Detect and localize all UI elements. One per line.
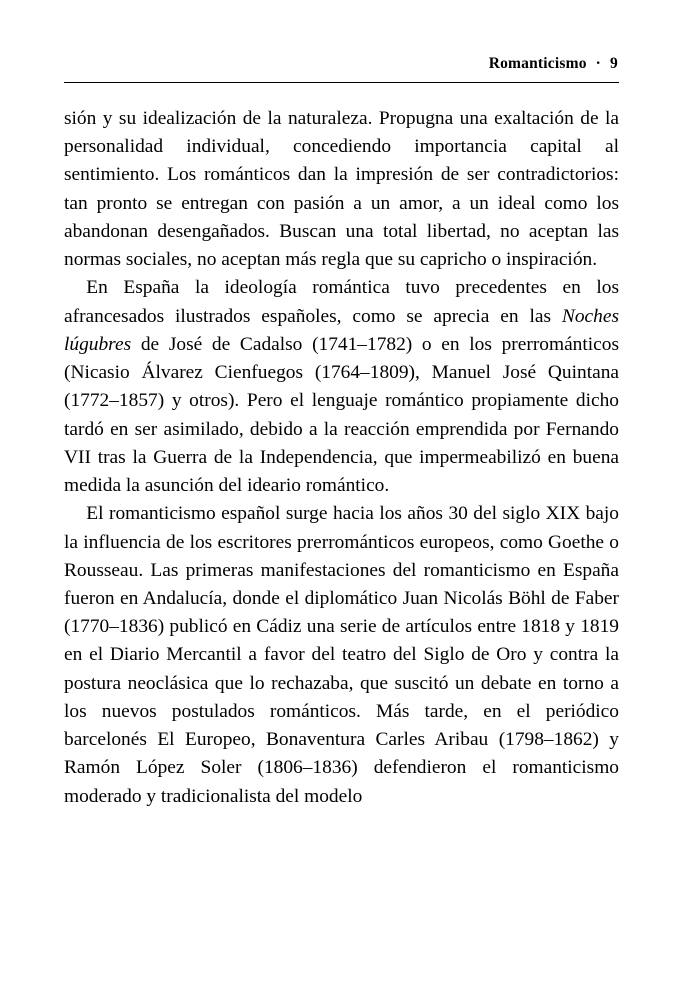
page-header (64, 55, 619, 73)
paragraph-3: El romanticismo español surge hacia los años 30 del siglo XIX bajo la influencia de los escritores prerrománticos europeos, como Goethe o Rousseau. Las primeras manifestaciones del romanticismo en España fueron en Andalucía, donde el diplomático Juan Nicolás Böhl de Faber (1770–1836) publicó en Cádiz una serie de artículos entre 1818 y 1819 en el Diario Mercantil a favor del teatro del Siglo de Oro y contra la postura neoclásica que lo rechazaba, que suscitó un debate en torno a los nuevos postulados románticos. Más tarde, en el periódico barcelonés El Europeo, Bonaventura Carles Aribau (1798–1862) y Ramón López Soler (1806–1836) defendieron el romanticismo moderado y tradicionalista del modelo (64, 503, 619, 807)
body-text (64, 105, 619, 811)
paragraph-2: En España la ideología romántica tuvo precedentes en los afrancesados ilustrados españoles, como se aprecia en las Noches lúgubres de José de Cadalso (1741–1782) o en los prerrománticos (Nicasio Álvarez Cienfuegos (1764–1809), Manuel José Quintana (1772–1857) y otros). Pero el lenguaje romántico propiamente dicho tardó en ser asimilado, debido a la reacción emprendida por Fernando VII tras la Guerra de la Independencia, que impermeabilizó en buena medida la asunción del ideario romántico. (64, 277, 619, 497)
paragraph-1: sión y su idealización de la naturaleza. Propugna una exaltación de la personalidad individual, concediendo importancia capital al sentimiento. Los románticos dan la impresión de ser contradictorios: tan pronto se entregan con pasión a un amor, a un ideal como los abandonan desengañados. Buscan una total libertad, no aceptan las normas sociales, no aceptan más regla que su capricho o inspiración. (64, 108, 619, 271)
page-number: 9 (610, 55, 618, 72)
header-separator: · (595, 55, 602, 72)
running-title: Romanticismo (488, 55, 587, 72)
work-title: Noches lúgubres (64, 305, 619, 355)
header-rule (64, 82, 619, 83)
